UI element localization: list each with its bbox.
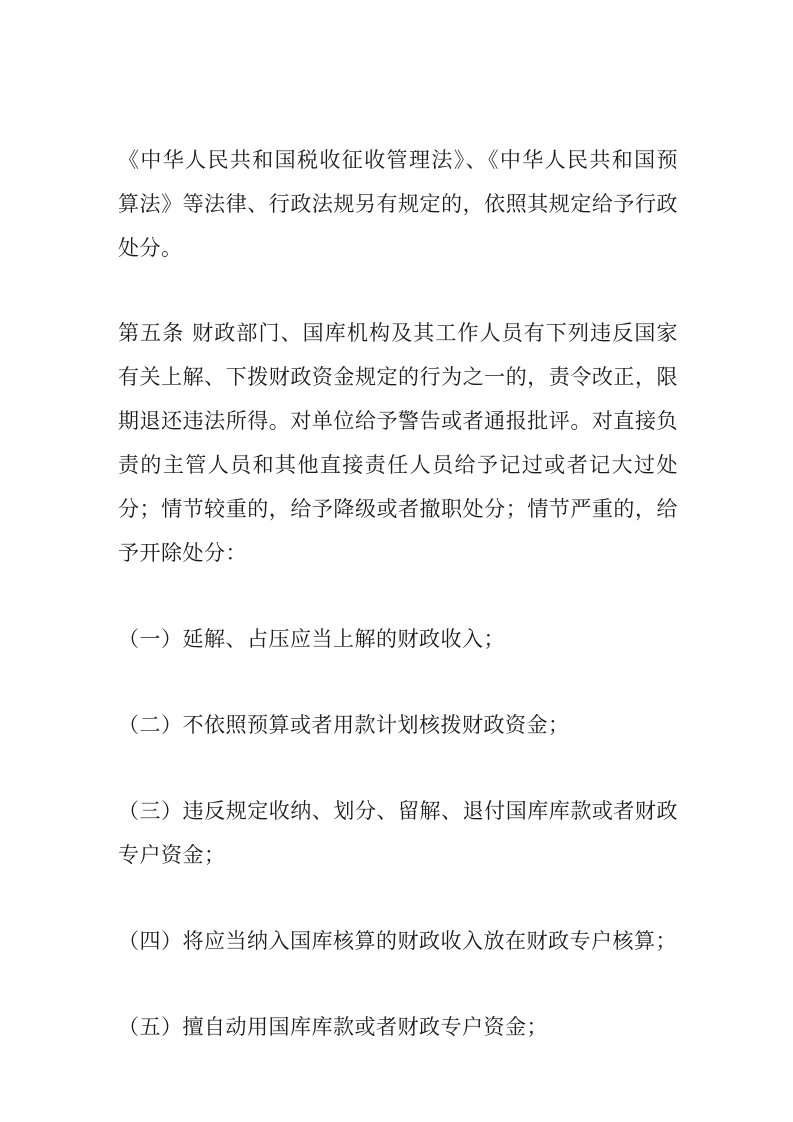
article-5-line-6: 予开除处分： — [118, 541, 247, 565]
item-3-line-2: 专户资金； — [118, 843, 226, 867]
paragraph-1-line-1: 《中华人民共和国税收征收管理法》、《中华人民共和国预 — [118, 148, 678, 172]
article-5-line-4: 责的主管人员和其他直接责任人员给予记过或者记大过处 — [118, 453, 678, 477]
item-2: （二）不依照预算或者用款计划核拨财政资金； — [118, 713, 570, 737]
article-5-line-1: 第五条 财政部门、国库机构及其工作人员有下列违反国家 — [118, 321, 678, 345]
paragraph-1-line-2: 算法》等法律、行政法规另有规定的，依照其规定给予行政 — [118, 192, 678, 216]
article-5-line-5: 分；情节较重的，给予降级或者撤职处分；情节严重的，给 — [118, 497, 678, 521]
paragraph-1-line-3: 处分。 — [118, 236, 183, 260]
item-3-line-1: （三）违反规定收纳、划分、留解、退付国库库款或者财政 — [118, 799, 678, 823]
item-5: （五）擅自动用国库库款或者财政专户资金； — [118, 1015, 548, 1039]
item-4: （四）将应当纳入国库核算的财政收入放在财政专户核算； — [118, 929, 677, 953]
article-5-line-2: 有关上解、下拨财政资金规定的行为之一的，责令改正，限 — [118, 365, 678, 389]
article-5-line-3: 期退还违法所得。对单位给予警告或者通报批评。对直接负 — [118, 409, 678, 433]
item-1: （一）延解、占压应当上解的财政收入； — [118, 627, 505, 651]
